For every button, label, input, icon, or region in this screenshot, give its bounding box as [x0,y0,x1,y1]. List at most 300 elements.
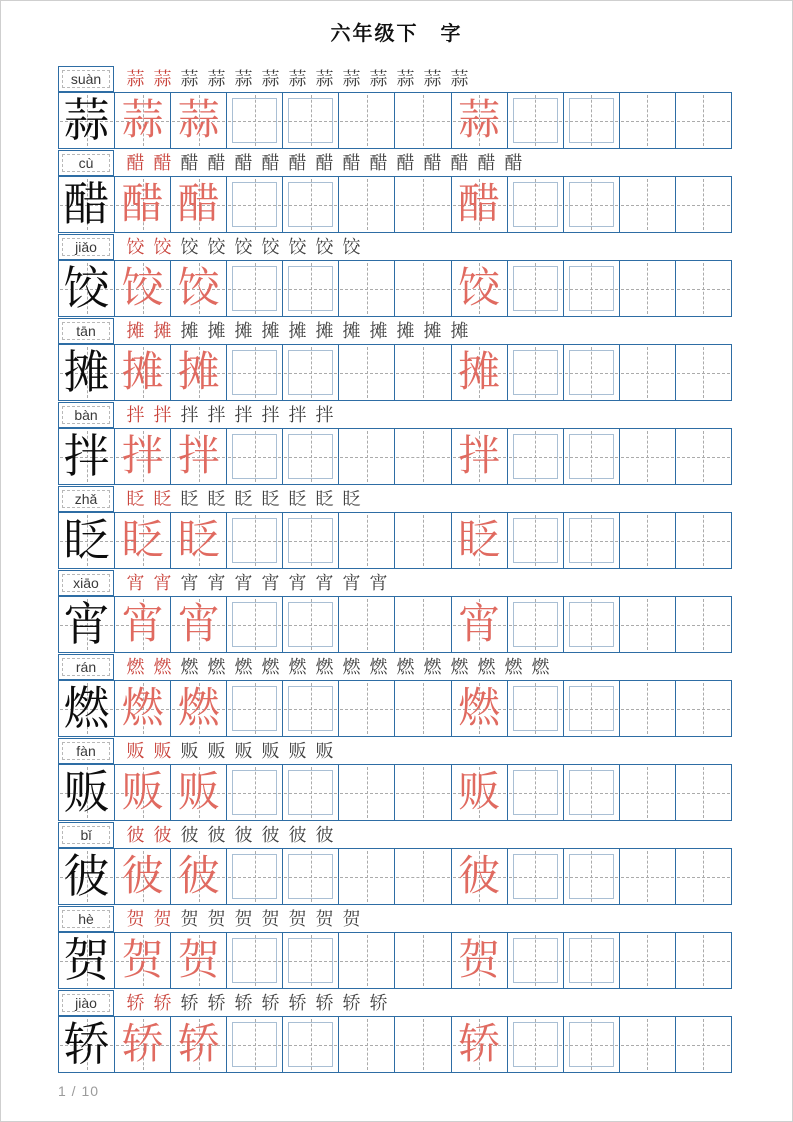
stroke-order-step: 燃 [477,656,496,677]
trace-char-cell [171,93,227,148]
stroke-order-step: 燃 [288,656,307,677]
model-char-cell [59,597,115,652]
stroke-order-step: 醋 [369,152,388,173]
pinyin-label [58,906,114,932]
stroke-order-step: 贩 [207,740,226,761]
dashed-centerline [367,95,368,146]
practice-grid-row [58,1016,732,1073]
trace-char-cell [171,1017,227,1072]
model-char-cell [59,345,115,400]
stroke-order-sequence [114,822,732,848]
guide-square-cell [227,429,283,484]
stroke-order-step: 醋 [450,152,469,173]
stroke-order-step: 蒜 [423,68,442,89]
stroke-order-step: 眨 [288,488,307,509]
stroke-order-step: 拌 [288,404,307,425]
trace-character: 贩 [458,769,501,816]
stroke-order-step: 贩 [234,740,253,761]
guide-square-cell [283,177,339,232]
pinyin-label [58,66,114,92]
guide-square [288,434,333,479]
stroke-order-step: 醋 [207,152,226,173]
stroke-order-step: 燃 [423,656,442,677]
stroke-order-step: 醋 [261,152,280,173]
dashed-centerline [423,263,424,314]
guide-square-cell [283,261,339,316]
pinyin-text: fàn [73,744,98,758]
stroke-order-step: 贩 [126,740,145,761]
character-row [58,821,732,905]
stroke-order-line [58,653,732,680]
page-title: 六年级下 字 [330,23,463,45]
guide-square-cell [227,933,283,988]
pinyin-label [58,234,114,260]
stroke-order-step: 拌 [126,404,145,425]
stroke-order-step: 饺 [207,236,226,257]
trace-character: 轿 [177,1021,220,1068]
stroke-order-step: 蒜 [315,68,334,89]
dashed-centerline [647,683,648,734]
empty-practice-cell [395,93,451,148]
stroke-order-step: 蒜 [126,68,145,89]
empty-practice-cell [620,765,676,820]
dashed-centerline [647,851,648,902]
dashed-centerline [367,1019,368,1070]
trace-char-cell [171,177,227,232]
dashed-centerline [367,347,368,398]
stroke-order-line [58,401,732,428]
dashed-centerline [423,431,424,482]
character-row [58,905,732,989]
stroke-order-step: 贺 [153,908,172,929]
guide-square-cell [283,933,339,988]
character-row [58,317,732,401]
model-character: 贺 [63,934,110,986]
stroke-order-step: 轿 [153,992,172,1013]
stroke-order-step: 贺 [180,908,199,929]
empty-practice-cell [339,597,395,652]
trace-character: 拌 [177,433,220,480]
dashed-centerline [367,431,368,482]
trace-character: 眨 [177,517,220,564]
guide-square [232,98,277,143]
guide-square-cell [227,177,283,232]
stroke-order-sequence [114,654,732,680]
guide-square [288,938,333,983]
stroke-order-step: 醋 [342,152,361,173]
character-row [58,65,732,149]
stroke-order-step: 蒜 [207,68,226,89]
guide-square-cell [227,681,283,736]
guide-square [288,350,333,395]
guide-square [288,98,333,143]
stroke-order-line [58,149,732,176]
model-character: 摊 [63,346,110,398]
trace-character: 燃 [458,685,501,732]
dashed-centerline [367,935,368,986]
trace-char-cell [115,933,171,988]
empty-practice-cell [339,261,395,316]
guide-square [513,938,558,983]
stroke-order-step: 蒜 [342,68,361,89]
stroke-order-step: 彼 [126,824,145,845]
dashed-centerline [703,767,704,818]
empty-practice-cell [395,765,451,820]
stroke-order-step: 眨 [342,488,361,509]
stroke-order-step: 摊 [261,320,280,341]
stroke-order-line [58,485,732,512]
model-char-cell [59,513,115,568]
stroke-order-step: 轿 [180,992,199,1013]
trace-char-cell [171,765,227,820]
trace-char-cell [452,1017,508,1072]
empty-practice-cell [395,429,451,484]
stroke-order-sequence [114,318,732,344]
stroke-order-step: 饺 [126,236,145,257]
stroke-order-step: 宵 [180,572,199,593]
trace-character: 摊 [458,349,501,396]
empty-practice-cell [676,765,731,820]
trace-character: 轿 [121,1021,164,1068]
pinyin-label [58,822,114,848]
pinyin-label [58,318,114,344]
stroke-order-step: 摊 [396,320,415,341]
empty-practice-cell [339,765,395,820]
stroke-order-step: 醋 [396,152,415,173]
model-character: 拌 [63,430,110,482]
guide-square [232,350,277,395]
guide-square [513,1022,558,1067]
page-number: 1 / 10 [58,1083,100,1099]
stroke-order-step: 饺 [153,236,172,257]
stroke-order-step: 燃 [180,656,199,677]
model-character: 贩 [63,766,110,818]
trace-character: 宵 [458,601,501,648]
stroke-order-sequence [114,150,732,176]
stroke-order-step: 贩 [288,740,307,761]
practice-rows [58,65,732,1073]
guide-square [513,518,558,563]
stroke-order-step: 燃 [234,656,253,677]
guide-square [288,518,333,563]
character-row [58,401,732,485]
practice-grid-row [58,428,732,485]
stroke-order-step: 蒜 [288,68,307,89]
dashed-centerline [423,515,424,566]
stroke-order-step: 燃 [531,656,550,677]
practice-grid-row [58,512,732,569]
trace-character: 彼 [177,853,220,900]
empty-practice-cell [339,1017,395,1072]
model-character: 饺 [63,262,110,314]
guide-square-cell [283,849,339,904]
practice-grid-row [58,92,732,149]
empty-practice-cell [339,93,395,148]
model-char-cell [59,1017,115,1072]
dashed-centerline [367,515,368,566]
pinyin-label [58,150,114,176]
dashed-centerline [647,515,648,566]
stroke-order-step: 醋 [423,152,442,173]
dashed-centerline [647,599,648,650]
dashed-centerline [367,683,368,734]
practice-grid-row [58,932,732,989]
stroke-order-step: 饺 [342,236,361,257]
practice-grid-row [58,176,732,233]
stroke-order-step: 眨 [234,488,253,509]
guide-square-cell [283,429,339,484]
guide-square [569,770,614,815]
guide-square [569,182,614,227]
stroke-order-step: 彼 [153,824,172,845]
empty-practice-cell [339,177,395,232]
stroke-order-step: 燃 [315,656,334,677]
trace-character: 饺 [458,265,501,312]
trace-character: 贩 [121,769,164,816]
model-char-cell [59,681,115,736]
stroke-order-step: 摊 [180,320,199,341]
stroke-order-step: 燃 [342,656,361,677]
dashed-centerline [423,95,424,146]
trace-char-cell [115,597,171,652]
guide-square-cell [283,345,339,400]
trace-char-cell [452,765,508,820]
stroke-order-step: 蒜 [153,68,172,89]
empty-practice-cell [395,681,451,736]
stroke-order-line [58,317,732,344]
trace-char-cell [452,849,508,904]
stroke-order-step: 彼 [261,824,280,845]
empty-practice-cell [620,597,676,652]
dashed-centerline [703,431,704,482]
trace-character: 醋 [121,181,164,228]
practice-grid-row [58,596,732,653]
guide-square-cell [564,177,620,232]
stroke-order-step: 燃 [504,656,523,677]
stroke-order-step: 彼 [315,824,334,845]
dashed-centerline [647,767,648,818]
stroke-order-sequence [114,486,732,512]
trace-character: 贺 [177,937,220,984]
guide-square-cell [227,261,283,316]
stroke-order-step: 饺 [234,236,253,257]
model-character: 眨 [63,514,110,566]
stroke-order-step: 摊 [342,320,361,341]
guide-square [288,266,333,311]
guide-square-cell [508,1017,564,1072]
stroke-order-step: 饺 [261,236,280,257]
dashed-centerline [367,767,368,818]
pinyin-text: suàn [68,72,104,86]
stroke-order-step: 醋 [180,152,199,173]
stroke-order-step: 摊 [153,320,172,341]
pinyin-text: bǐ [78,828,95,842]
trace-char-cell [115,345,171,400]
stroke-order-step: 宵 [126,572,145,593]
stroke-order-step: 宵 [369,572,388,593]
guide-square-cell [508,597,564,652]
trace-character: 饺 [177,265,220,312]
model-char-cell [59,849,115,904]
guide-square-cell [508,765,564,820]
trace-char-cell [452,681,508,736]
trace-char-cell [452,429,508,484]
trace-character: 蒜 [177,97,220,144]
stroke-order-sequence [114,990,732,1016]
guide-square-cell [508,93,564,148]
trace-char-cell [115,765,171,820]
dashed-centerline [367,599,368,650]
dashed-centerline [703,179,704,230]
empty-practice-cell [395,1017,451,1072]
trace-character: 贩 [177,769,220,816]
trace-character: 摊 [121,349,164,396]
guide-square-cell [283,1017,339,1072]
stroke-order-step: 醋 [504,152,523,173]
guide-square-cell [283,513,339,568]
trace-character: 燃 [177,685,220,732]
empty-practice-cell [620,681,676,736]
practice-grid-row [58,344,732,401]
dashed-centerline [703,515,704,566]
empty-practice-cell [395,261,451,316]
trace-character: 眨 [121,517,164,564]
stroke-order-line [58,989,732,1016]
stroke-order-step: 宵 [153,572,172,593]
practice-grid-row [58,680,732,737]
stroke-order-step: 摊 [369,320,388,341]
stroke-order-step: 轿 [315,992,334,1013]
stroke-order-step: 贺 [126,908,145,929]
stroke-order-step: 眨 [315,488,334,509]
empty-practice-cell [395,597,451,652]
empty-practice-cell [395,933,451,988]
trace-char-cell [452,933,508,988]
dashed-centerline [367,851,368,902]
guide-square [513,350,558,395]
trace-char-cell [171,429,227,484]
stroke-order-step: 摊 [450,320,469,341]
trace-character: 眨 [458,517,501,564]
guide-square [569,434,614,479]
stroke-order-line [58,233,732,260]
empty-practice-cell [620,261,676,316]
pinyin-text: rán [73,660,99,674]
guide-square [569,98,614,143]
trace-character: 贺 [121,937,164,984]
stroke-order-step: 醋 [315,152,334,173]
stroke-order-step: 醋 [288,152,307,173]
model-char-cell [59,177,115,232]
guide-square [513,602,558,647]
empty-practice-cell [676,345,731,400]
trace-char-cell [115,1017,171,1072]
pinyin-label [58,738,114,764]
guide-square [232,518,277,563]
stroke-order-step: 宵 [261,572,280,593]
dashed-centerline [703,347,704,398]
character-row [58,653,732,737]
guide-square [569,518,614,563]
practice-grid-row [58,764,732,821]
stroke-order-step: 蒜 [261,68,280,89]
stroke-order-step: 饺 [180,236,199,257]
trace-char-cell [171,933,227,988]
guide-square-cell [564,261,620,316]
stroke-order-step: 眨 [261,488,280,509]
empty-practice-cell [676,597,731,652]
stroke-order-sequence [114,738,732,764]
dashed-centerline [703,935,704,986]
dashed-centerline [423,347,424,398]
stroke-order-step: 摊 [288,320,307,341]
empty-practice-cell [395,513,451,568]
trace-character: 彼 [458,853,501,900]
stroke-order-step: 拌 [180,404,199,425]
trace-char-cell [115,261,171,316]
pinyin-label [58,486,114,512]
dashed-centerline [423,179,424,230]
guide-square [288,182,333,227]
guide-square [288,602,333,647]
guide-square [569,602,614,647]
guide-square [569,686,614,731]
empty-practice-cell [676,93,731,148]
trace-char-cell [452,345,508,400]
stroke-order-step: 轿 [369,992,388,1013]
trace-char-cell [171,681,227,736]
stroke-order-line [58,65,732,92]
stroke-order-step: 宵 [315,572,334,593]
empty-practice-cell [620,933,676,988]
stroke-order-step: 彼 [234,824,253,845]
trace-character: 饺 [121,265,164,312]
stroke-order-step: 摊 [207,320,226,341]
character-row [58,989,732,1073]
trace-char-cell [452,261,508,316]
pinyin-label [58,570,114,596]
trace-character: 摊 [177,349,220,396]
stroke-order-line [58,821,732,848]
character-row [58,233,732,317]
guide-square-cell [564,93,620,148]
dashed-centerline [423,851,424,902]
stroke-order-step: 宵 [342,572,361,593]
dashed-centerline [703,599,704,650]
guide-square [232,266,277,311]
empty-practice-cell [339,429,395,484]
dashed-centerline [647,1019,648,1070]
guide-square-cell [564,765,620,820]
stroke-order-step: 燃 [369,656,388,677]
model-char-cell [59,933,115,988]
character-row [58,737,732,821]
empty-practice-cell [676,429,731,484]
dashed-centerline [647,347,648,398]
stroke-order-step: 醋 [234,152,253,173]
stroke-order-step: 轿 [126,992,145,1013]
model-char-cell [59,261,115,316]
stroke-order-step: 彼 [207,824,226,845]
stroke-order-step: 贺 [207,908,226,929]
stroke-order-step: 拌 [261,404,280,425]
pinyin-label [58,990,114,1016]
pinyin-text: cù [76,156,97,170]
dashed-centerline [703,263,704,314]
empty-practice-cell [620,1017,676,1072]
trace-character: 彼 [121,853,164,900]
model-character: 轿 [63,1018,110,1070]
